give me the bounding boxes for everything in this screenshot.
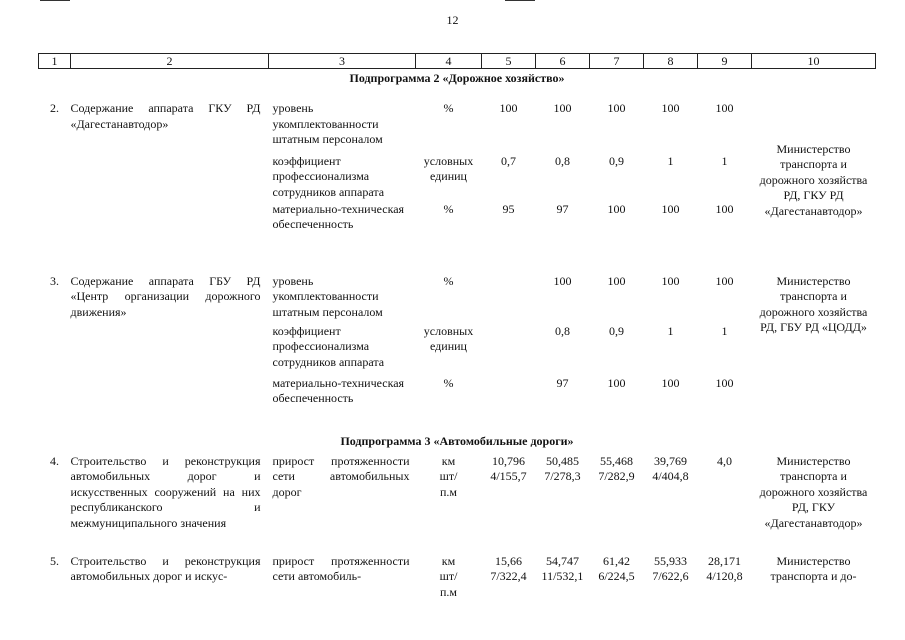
indicator-text: коэффициент профессионализма сотрудников аппарата (272, 323, 385, 369)
value-col7: 0,9 (609, 323, 624, 338)
indicator-unit: % (443, 375, 454, 390)
value-col7: 0,9 (609, 153, 624, 168)
subprogram-3-title: Подпрограмма 3 «Автомобильные дороги» (340, 433, 574, 448)
value-col5 (482, 376, 536, 434)
page-number: 12 (446, 13, 459, 27)
value-col7: 100 (607, 201, 626, 216)
measure-name: Строительство и реконструкция автомобильных дорог и искус- (70, 553, 261, 583)
value-col5: 95 (502, 201, 515, 216)
col-5: 5 (482, 54, 536, 69)
value-col8: 55,933 7/622,6 (652, 553, 689, 583)
responsible-party: Министерство транспорта и дорожного хозяйства РД, ГКУ РД «Дагестанавтодор» (759, 141, 868, 218)
value-col6: 97 (556, 201, 569, 216)
value-col8: 100 (661, 101, 680, 115)
indicators-table (38, 53, 876, 600)
value-col9: 100 (715, 375, 734, 390)
col-10: 10 (752, 54, 876, 69)
indicator-unit: % (443, 101, 454, 115)
indicator-text: материально-техническая обеспеченность (272, 201, 405, 231)
responsible-party: Министерство транспорта и дорожного хозяйства РД, ГКУ «Дагестанавтодор» (759, 453, 868, 530)
row-number: 4. (50, 453, 59, 468)
value-col7: 100 (607, 273, 626, 288)
row-number: 5. (50, 553, 59, 568)
responsible-party: Министерство транспорта и до- (770, 553, 857, 583)
indicator-text: прирост протяженности сети автомобильных дорог (272, 453, 410, 499)
subprogram-2-title: Подпрограмма 2 «Дорожное хозяйство» (349, 71, 565, 85)
row-number: 3. (50, 273, 59, 288)
value-col8: 100 (661, 273, 680, 288)
subprogram-heading (39, 69, 876, 88)
value-col5: 10,796 4/155,7 (490, 453, 527, 483)
value-col6: 100 (553, 101, 572, 115)
col-3: 3 (269, 54, 416, 69)
column-number-row (39, 54, 876, 69)
value-col6: 97 (556, 375, 569, 390)
indicator-unit: % (443, 273, 454, 288)
value-col8: 1 (667, 323, 674, 338)
value-col6: 54,747 11/532,1 (541, 553, 584, 583)
indicator-unit: условных единиц (423, 323, 474, 353)
indicator-text: уровень укомплектованности штатным персоналом (272, 273, 383, 319)
value-col7: 55,468 7/282,9 (598, 453, 635, 483)
value-col8: 100 (661, 201, 680, 216)
value-col6: 0,8 (555, 323, 570, 338)
indicator-text: коэффициент профессионализма сотрудников аппарата (272, 153, 385, 199)
table-row (39, 450, 876, 554)
value-col5 (482, 324, 536, 376)
value-col9: 4,0 (717, 453, 732, 468)
indicator-text: материально-техническая обеспеченность (272, 375, 405, 405)
value-col6: 50,485 7/278,3 (544, 453, 581, 483)
col-6: 6 (536, 54, 590, 69)
col-2: 2 (71, 54, 269, 69)
value-col5: 100 (499, 101, 518, 115)
value-col5: 0,7 (501, 153, 516, 168)
indicator-unit: км шт/п.м (439, 553, 458, 599)
indicator-unit: км шт/п.м (439, 453, 458, 499)
value-col8: 1 (667, 153, 674, 168)
value-col6: 0,8 (555, 153, 570, 168)
col-1: 1 (39, 54, 71, 69)
row-number: 2. (50, 101, 59, 115)
value-col9: 100 (715, 101, 734, 115)
value-col6: 100 (553, 273, 572, 288)
value-col9: 28,171 4/120,8 (706, 553, 743, 583)
top-edge-mark (505, 0, 535, 1)
value-col7: 100 (607, 101, 626, 115)
col-8: 8 (644, 54, 698, 69)
col-9: 9 (698, 54, 752, 69)
col-7: 7 (590, 54, 644, 69)
measure-name: Строительство и реконструкция автомобильных дорог и искусственных сооружений на них республиканского и межмуниципального значения (70, 453, 261, 530)
table-row (39, 274, 876, 324)
measure-name: Содержание аппарата ГБУ РД «Центр организации дорожного движения» (70, 273, 261, 319)
responsible-party: Министерство транспорта и дорожного хозяйства РД, ГБУ РД «ЦОДД» (759, 273, 868, 334)
value-col9: 1 (721, 323, 728, 338)
value-col5: 15,66 7/322,4 (490, 553, 527, 583)
indicator-text: уровень укомплектованности штатным персоналом (272, 101, 383, 146)
value-col8: 100 (661, 375, 680, 390)
indicator-unit: условных единиц (423, 153, 474, 183)
value-col9: 1 (721, 153, 728, 168)
col-4: 4 (416, 54, 482, 69)
indicator-unit: % (443, 201, 454, 216)
subprogram-heading (39, 434, 876, 450)
indicator-text: прирост протяженности сети автомобиль- (272, 553, 410, 583)
table-row (39, 87, 876, 148)
value-col9: 100 (715, 273, 734, 288)
value-col8: 39,769 4/404,8 (652, 453, 689, 483)
value-col7: 100 (607, 375, 626, 390)
table-row (39, 554, 876, 601)
top-edge-mark (40, 0, 70, 1)
value-col9: 100 (715, 201, 734, 216)
value-col7: 61,42 6/224,5 (598, 553, 635, 583)
value-col5 (482, 274, 536, 324)
measure-name: Содержание аппарата ГКУ РД «Дагестанавтодор» (70, 101, 261, 131)
